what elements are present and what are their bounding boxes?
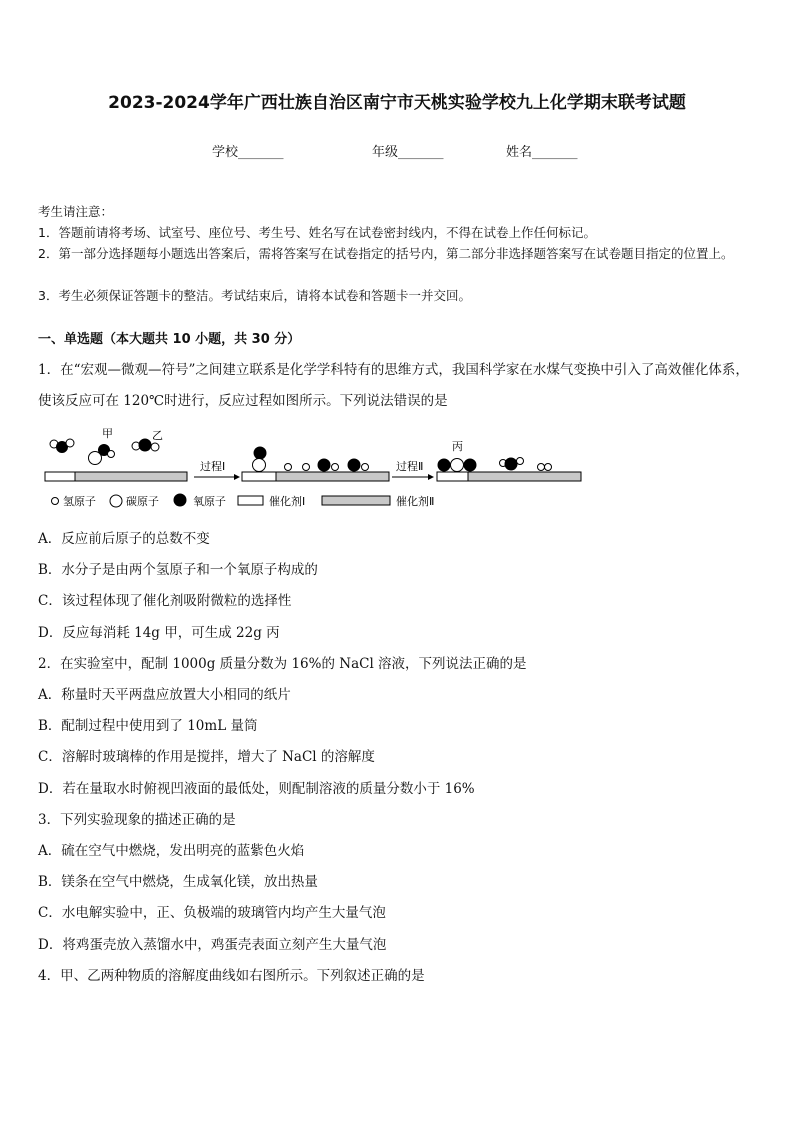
notice-item-1: 1．答题前请将考场、试室号、座位号、考生号、姓名写在试卷密封线内，不得在试卷上作任何标记。 [38,225,596,240]
q3-option-d[interactable]: D．将鸡蛋壳放入蒸馏水中，鸡蛋壳表面立刻产生大量气泡 [38,937,387,953]
label-yi: 乙 [152,429,163,442]
water-molecule [50,439,74,453]
question-2-stem: 2．在实验室中，配制 1000g 质量分数为 16%的 NaCl 溶液，下列说法正确的是 [38,656,527,672]
legend-carbon: 碳原子 [126,495,159,508]
reaction-process-diagram [38,420,598,516]
section-heading-single-choice: 一、单选题（本大题共 10 小题，共 30 分） [38,332,301,347]
exam-title: 2023-2024学年广西壮族自治区南宁市天桃实验学校九上化学期末联考试题 [108,93,686,113]
catalyst-1-segment [45,472,75,481]
q1-option-c[interactable]: C．该过程体现了催化剂吸附微粒的选择性 [38,593,292,609]
question-3-stem: 3．下列实验现象的描述正确的是 [38,812,236,828]
q3-option-c[interactable]: C．水电解实验中，正、负极端的玻璃管内均产生大量气泡 [38,905,386,921]
q2-option-b[interactable]: B．配制过程中使用到了 10mL 量筒 [38,718,258,734]
school-field[interactable]: 学校_______ [212,145,284,160]
q3-option-a[interactable]: A．硫在空气中燃烧，发出明亮的蓝紫色火焰 [38,843,305,859]
label-bing: 丙 [452,440,463,453]
notice-item-2: 2．第一部分选择题每小题选出答案后，需将答案写在试卷指定的括号内，第二部分非选择题答案写在试卷题目指定的位置上。 [38,246,734,261]
legend-catalyst-2: 催化剂Ⅱ [396,495,435,508]
label-process-2: 过程Ⅱ [396,460,424,473]
q2-option-c[interactable]: C．溶解时玻璃棒的作用是搅拌，增大了 NaCl 的溶解度 [38,749,375,765]
q2-option-a[interactable]: A．称量时天平两盘应放置大小相同的纸片 [38,687,291,703]
q1-option-b[interactable]: B．水分子是由两个氢原子和一个氧原子构成的 [38,562,318,578]
label-process-1: 过程Ⅰ [200,460,226,473]
q1-option-a[interactable]: A．反应前后原子的总数不变 [38,531,210,547]
legend-hydrogen: 氢原子 [63,495,96,508]
notice-item-3: 3．考生必须保证答题卡的整洁。考试结束后，请将本试卷和答题卡一并交回。 [38,288,471,303]
q2-option-d[interactable]: D．若在量取水时俯视凹液面的最低处，则配制溶液的质量分数小于 16% [38,781,475,797]
question-4-stem: 4．甲、乙两种物质的溶解度曲线如右图所示。下列叙述正确的是 [38,968,425,984]
name-field[interactable]: 姓名_______ [506,145,578,160]
catalyst-2-segment [75,472,187,481]
q3-option-b[interactable]: B．镁条在空气中燃烧，生成氧化镁，放出热量 [38,874,318,890]
legend-oxygen: 氧原子 [193,495,226,508]
notice-heading: 考生请注意： [38,204,114,219]
grade-field[interactable]: 年级_______ [372,145,444,160]
legend-catalyst-1: 催化剂Ⅰ [269,495,306,508]
q1-option-d[interactable]: D．反应每消耗 14g 甲，可生成 22g 丙 [38,625,280,641]
question-1-stem: 1．在“宏观—微观—符号”之间建立联系是化学学科特有的思维方式，我国科学家在水煤气变换中引入了高效催化体系，使该反应可在 120℃时进行，反应过程如图所示。下列说法错误的是 [38,362,749,409]
label-jia: 甲 [102,427,113,440]
diagram-legend [52,494,435,508]
co-molecule [89,445,115,465]
